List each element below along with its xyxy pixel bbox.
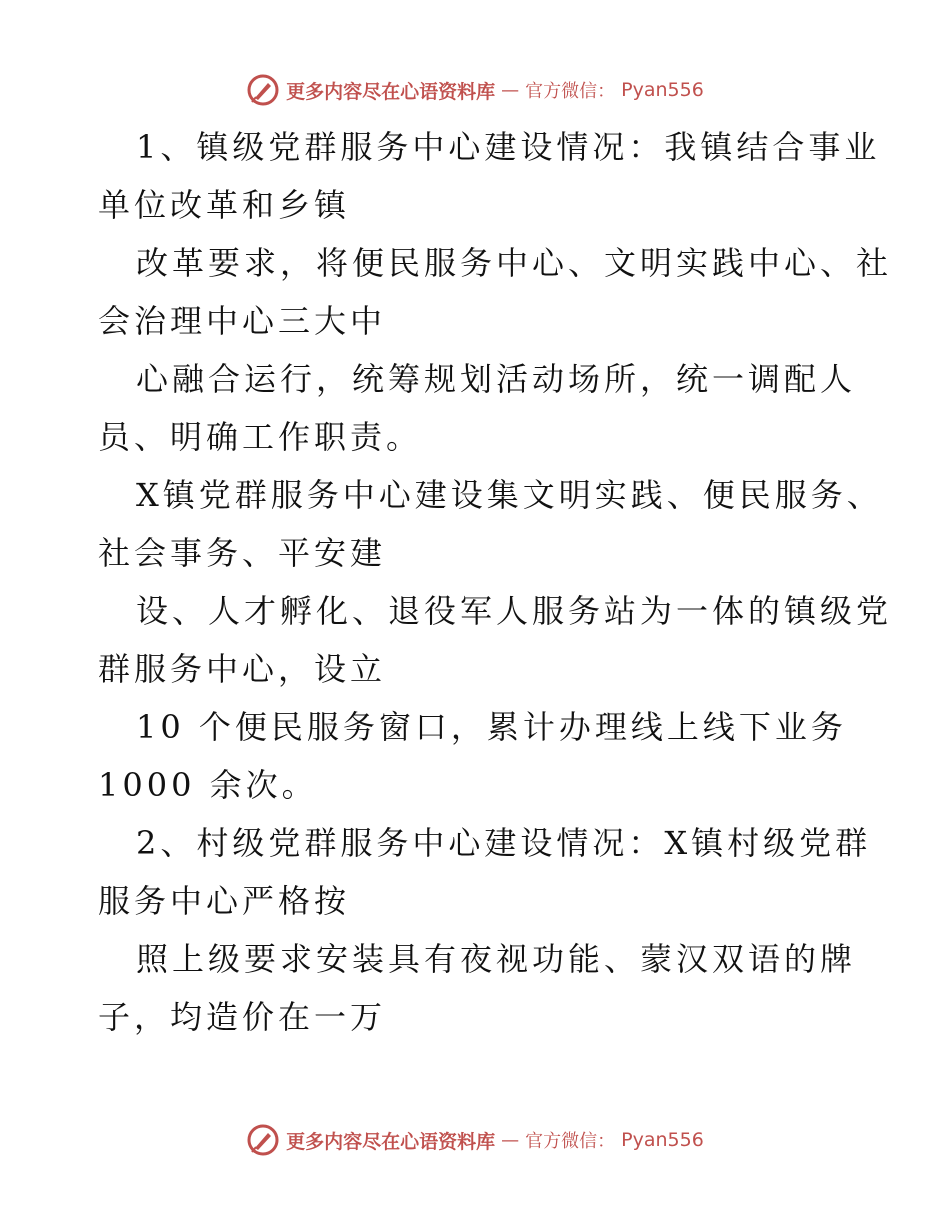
document-body bbox=[98, 118, 893, 1046]
paragraph-line: 社会事务、平安建 bbox=[98, 534, 387, 572]
paragraph-line: 1、镇级党群服务中心建设情况：我镇结合事业 bbox=[136, 128, 881, 166]
paragraph-line: 1000 余次。 bbox=[98, 766, 318, 804]
paragraph-4 bbox=[98, 466, 883, 582]
paragraph-line: 心融合运行，统筹规划活动场所，统一调配人 bbox=[136, 360, 857, 398]
paragraph-line: 单位改革和乡镇 bbox=[98, 186, 351, 224]
paragraph-5 bbox=[98, 582, 893, 698]
paragraph-6 bbox=[98, 698, 868, 814]
watermark-site-text: 更多内容尽在心语资料库 bbox=[286, 80, 496, 103]
paragraph-8 bbox=[98, 930, 868, 1046]
paragraph-line: 群服务中心，设立 bbox=[98, 650, 387, 688]
paragraph-line: 设、人才孵化、退役军人服务站为一体的镇级党 bbox=[136, 592, 893, 630]
watermark-dash: — bbox=[501, 79, 520, 101]
watermark-wechat-id: Pyan556 bbox=[621, 1129, 704, 1151]
quill-pen-logo-icon bbox=[246, 73, 280, 107]
watermark-site-text: 更多内容尽在心语资料库 bbox=[286, 1130, 496, 1153]
paragraph-2 bbox=[98, 234, 893, 350]
paragraph-3 bbox=[98, 350, 868, 466]
paragraph-line: 改革要求，将便民服务中心、文明实践中心、社 bbox=[136, 244, 893, 282]
watermark-wechat-id: Pyan556 bbox=[621, 79, 704, 101]
paragraph-line: 员、明确工作职责。 bbox=[98, 418, 423, 456]
paragraph-line: X镇党群服务中心建设集文明实践、便民服务、 bbox=[136, 476, 883, 514]
paragraph-line: 照上级要求安装具有夜视功能、蒙汉双语的牌 bbox=[136, 940, 857, 978]
header-watermark bbox=[0, 70, 950, 110]
watermark-wechat-label: 官方微信： bbox=[525, 1131, 616, 1152]
watermark-wechat-label: 官方微信： bbox=[525, 81, 616, 102]
paragraph-line: 会治理中心三大中 bbox=[98, 302, 387, 340]
footer-watermark bbox=[0, 1120, 950, 1160]
watermark-dash: — bbox=[501, 1129, 520, 1151]
paragraph-line: 子，均造价在一万 bbox=[98, 998, 387, 1036]
paragraph-line: 10 个便民服务窗口，累计办理线上线下业务 bbox=[136, 708, 847, 746]
paragraph-7 bbox=[98, 814, 872, 930]
quill-pen-logo-icon bbox=[246, 1123, 280, 1157]
paragraph-line: 服务中心严格按 bbox=[98, 882, 351, 920]
paragraph-line: 2、村级党群服务中心建设情况：X镇村级党群 bbox=[136, 824, 872, 862]
paragraph-1 bbox=[98, 118, 881, 234]
